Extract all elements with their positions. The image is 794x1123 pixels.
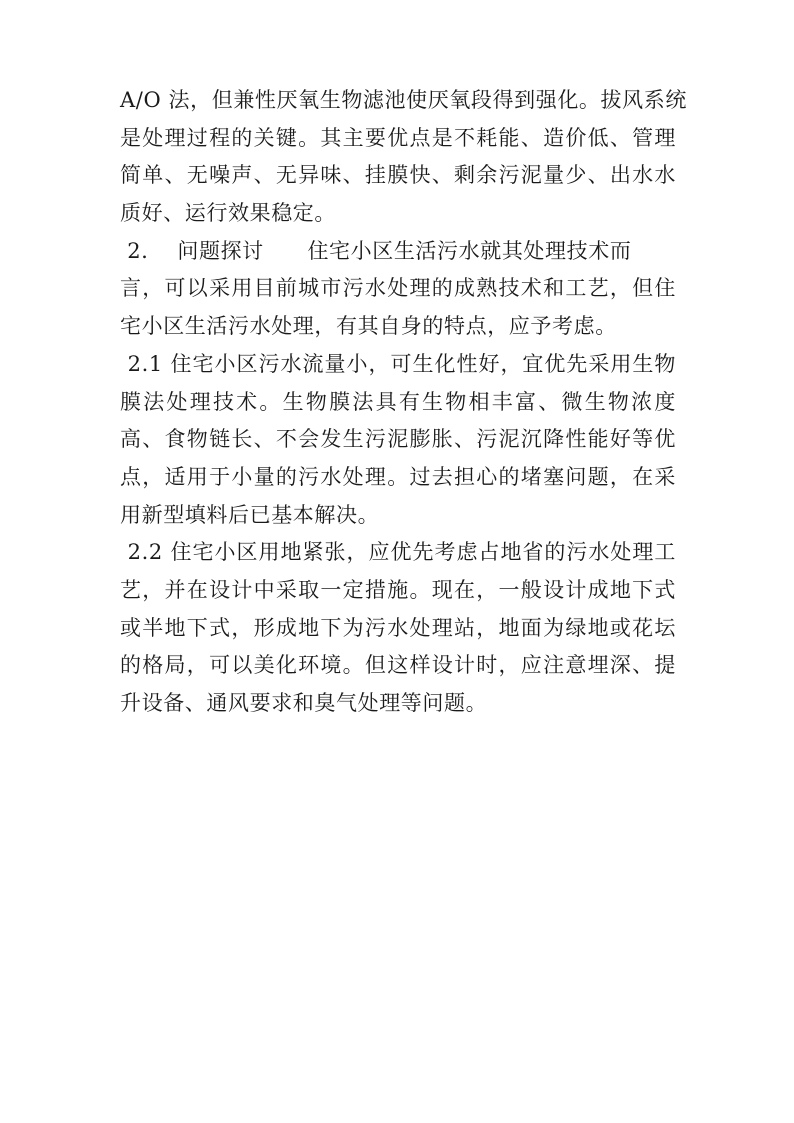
text-line: A/O 法，但兼性厌氧生物滤池使厌氧段得到强化。拔风系统 bbox=[120, 88, 687, 112]
text-line: 用新型填料后已基本解决。 bbox=[120, 502, 380, 527]
text-line: 言，可以采用目前城市污水处理的成熟技术和工艺，但住 bbox=[120, 276, 676, 301]
paragraph bbox=[120, 233, 676, 346]
text-line: 点，适用于小量的污水处理。过去担心的堵塞问题，在采 bbox=[120, 464, 676, 489]
text-line: 艺，并在设计中采取一定措施。现在，一般设计成地下式 bbox=[120, 577, 676, 602]
text-line: 高、食物链长、不会发生污泥膨胀、污泥沉降性能好等优 bbox=[120, 427, 676, 452]
text-line: 2． 问题探讨 住宅小区生活污水就其处理技术而 bbox=[120, 238, 632, 263]
text-line: 或半地下式，形成地下为污水处理站，地面为绿地或花坛 bbox=[120, 615, 676, 640]
body-text bbox=[120, 82, 687, 723]
text-line: 的格局，可以美化环境。但这样设计时，应注意埋深、提 bbox=[120, 653, 676, 678]
text-line: 2.2 住宅小区用地紧张，应优先考虑占地省的污水处理工 bbox=[120, 540, 676, 565]
text-line: 是处理过程的关键。其主要优点是不耗能、造价低、管理 bbox=[120, 125, 676, 150]
text-line: 2.1 住宅小区污水流量小，可生化性好，宜优先采用生物 bbox=[120, 351, 676, 376]
paragraph bbox=[120, 346, 676, 534]
paragraph bbox=[120, 82, 687, 233]
text-line: 简单、无噪声、无异味、挂膜快、剩余污泥量少、出水水 bbox=[120, 163, 676, 188]
text-line: 宅小区生活污水处理，有其自身的特点，应予考虑。 bbox=[120, 314, 617, 339]
text-line: 膜法处理技术。生物膜法具有生物相丰富、微生物浓度 bbox=[120, 389, 676, 414]
text-line: 升设备、通风要求和臭气处理等问题。 bbox=[120, 691, 488, 715]
paragraph bbox=[120, 534, 676, 722]
text-line: 质好、运行效果稳定。 bbox=[120, 201, 336, 226]
